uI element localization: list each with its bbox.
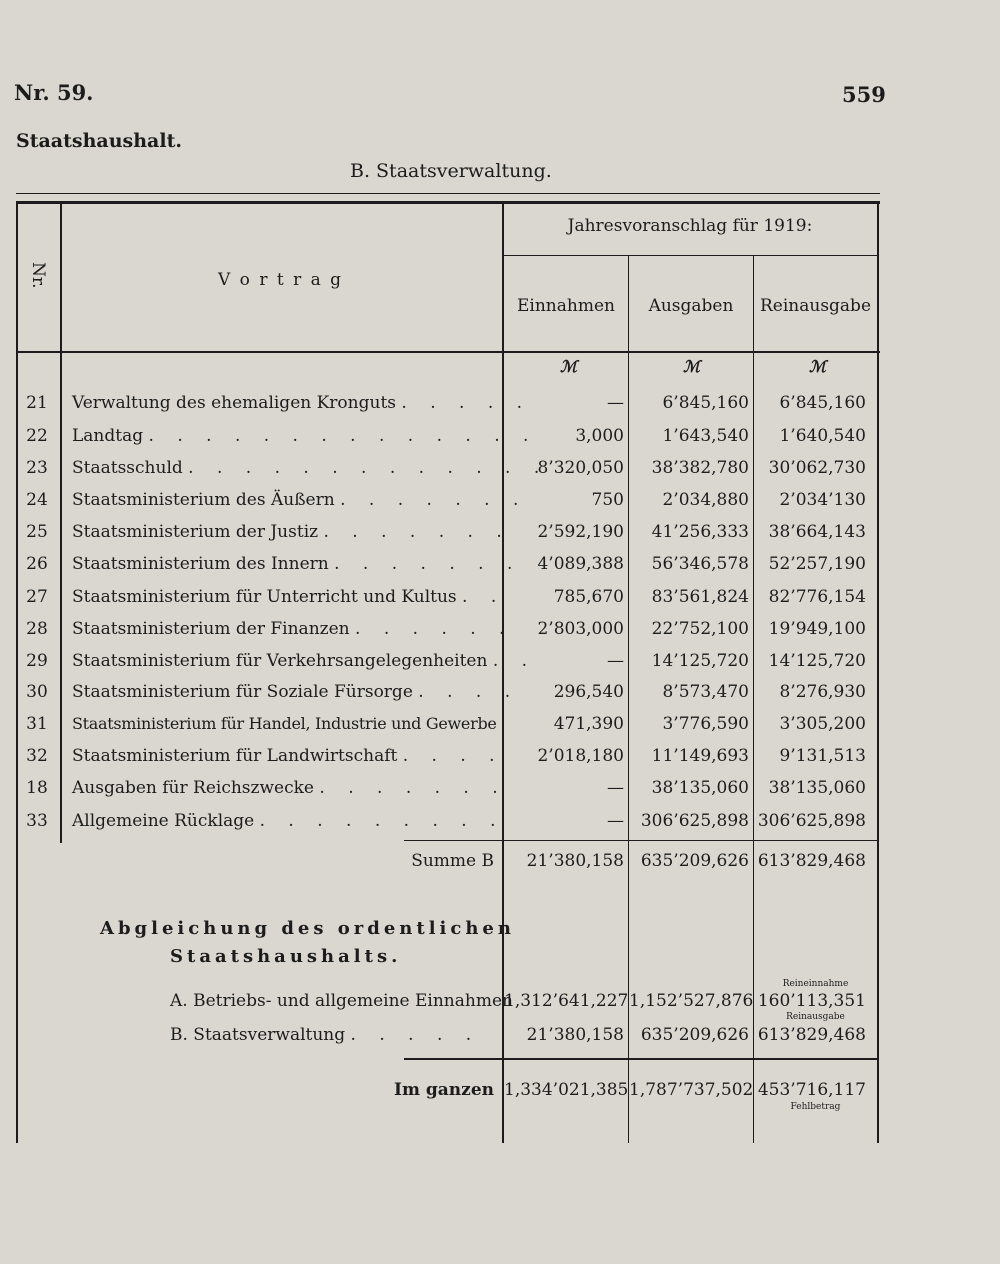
balance-total-row: [0, 1080, 1000, 1120]
top-rule-thin: [16, 193, 880, 194]
row-label: Verwaltung des ehemaligen Kronguts . . . . .: [72, 393, 532, 413]
balance-a-einnahmen: 1,312’641,227: [504, 991, 629, 1011]
row-einnahmen: 4’089,388: [537, 554, 624, 574]
row-einnahmen: 471,390: [553, 714, 624, 734]
header-bottom-rule: [16, 351, 880, 353]
top-rule-thick: [16, 201, 880, 204]
row-nr: 22: [26, 426, 48, 446]
row-nr: 30: [26, 682, 48, 702]
total-ausgaben: 1,787’737,502: [629, 1080, 754, 1100]
row-einnahmen: —: [607, 651, 624, 671]
row-einnahmen: 3,000: [575, 426, 624, 446]
row-nr: 31: [26, 714, 48, 734]
section-title: B. Staatsverwaltung.: [350, 160, 552, 182]
column-header-ausgaben: Ausgaben: [648, 296, 734, 316]
row-nr: 29: [26, 651, 48, 671]
row-label: Staatsministerium für Unterricht und Kultus . .: [72, 587, 506, 607]
balance-title-line2: Staatshaushalts.: [170, 946, 402, 967]
group-header-jahresvoranschlag: Jahresvoranschlag für 1919:: [567, 216, 813, 236]
row-nr: 18: [26, 778, 48, 798]
balance-b-rein: 613’829,468: [757, 1025, 866, 1045]
row-label: Staatsministerium der Justiz . . . . . . .: [72, 522, 511, 542]
row-nr: 28: [26, 619, 48, 639]
table-row: [0, 811, 1000, 835]
column-header-reinausgabe: Reinausgabe: [759, 296, 871, 316]
table-row: [0, 714, 1000, 738]
table-row: [0, 522, 1000, 546]
table-row: [0, 426, 1000, 450]
total-label: Im ganzen: [394, 1080, 494, 1100]
balance-a-note: Reineinnahme: [782, 979, 849, 989]
balance-b-einnahmen: 21’380,158: [526, 1025, 624, 1045]
row-reinausgabe: 30’062,730: [768, 458, 866, 478]
row-ausgaben: 38’135,060: [651, 778, 749, 798]
row-reinausgabe: 8’276,930: [779, 682, 866, 702]
row-ausgaben: 56’346,578: [651, 554, 749, 574]
row-reinausgabe: 82’776,154: [768, 587, 866, 607]
table-row: [0, 490, 1000, 514]
running-title: Staatshaushalt.: [16, 130, 182, 152]
unit-marker-einnahmen: ℳ: [560, 357, 578, 376]
row-reinausgabe: 306’625,898: [757, 811, 866, 831]
row-nr: 21: [26, 393, 48, 413]
row-reinausgabe: 2’034’130: [779, 490, 866, 510]
row-label: Allgemeine Rücklage . . . . . . . . .: [72, 811, 505, 831]
row-reinausgabe: 38’664,143: [768, 522, 866, 542]
row-ausgaben: 2’034,880: [662, 490, 749, 510]
sum-reinausgabe: 613’829,468: [757, 851, 866, 871]
balance-a-ausgaben: 1,152’527,876: [629, 991, 754, 1011]
sum-rule: [404, 840, 878, 841]
table-row: [0, 651, 1000, 675]
jahresvoranschlag-rule: [503, 255, 877, 256]
table-row: [0, 458, 1000, 482]
row-label: Ausgaben für Reichszwecke . . . . . . .: [72, 778, 507, 798]
row-ausgaben: 11’149,693: [651, 746, 749, 766]
row-ausgaben: 83’561,824: [651, 587, 749, 607]
table-row: [0, 682, 1000, 706]
row-ausgaben: 1’643,540: [662, 426, 749, 446]
row-einnahmen: —: [607, 811, 624, 831]
row-nr: 32: [26, 746, 48, 766]
row-reinausgabe: 52’257,190: [768, 554, 866, 574]
row-label: Landtag . . . . . . . . . . . . . .: [72, 426, 538, 446]
row-reinausgabe: 6’845,160: [779, 393, 866, 413]
row-label: Staatsministerium für Soziale Fürsorge . . . .: [72, 682, 520, 702]
row-nr: 26: [26, 554, 48, 574]
row-reinausgabe: 14’125,720: [768, 651, 866, 671]
row-label: Staatsministerium für Handel, Industrie und Gewerbe: [72, 714, 497, 733]
balance-b-note: Reinausgabe: [786, 1012, 845, 1022]
table-row: [0, 619, 1000, 643]
sum-row: [0, 851, 1000, 875]
balance-title-line1: Abgleichung des ordentlichen: [100, 918, 515, 939]
balance-a-label: A. Betriebs- und allgemeine Einnahmen: [170, 991, 513, 1011]
row-nr: 24: [26, 490, 48, 510]
balance-a-rein: 160’113,351: [757, 991, 866, 1011]
table-row: [0, 587, 1000, 611]
total-rein: 453’716,117: [757, 1080, 866, 1100]
row-einnahmen: 2’592,190: [537, 522, 624, 542]
row-einnahmen: 2’803,000: [537, 619, 624, 639]
row-ausgaben: 6’845,160: [662, 393, 749, 413]
sum-ausgaben: 635’209,626: [640, 851, 749, 871]
row-ausgaben: 22’752,100: [651, 619, 749, 639]
column-header-nr: Nr.: [28, 262, 48, 289]
table-row: [0, 393, 1000, 417]
row-nr: 27: [26, 587, 48, 607]
sum-label: Summe B: [411, 851, 494, 871]
row-reinausgabe: 1’640,540: [779, 426, 866, 446]
table-row: [0, 778, 1000, 802]
balance-b-label: B. Staatsverwaltung . . . . .: [170, 1025, 481, 1045]
row-nr: 23: [26, 458, 48, 478]
row-label: Staatsministerium der Finanzen . . . . . .: [72, 619, 514, 639]
row-nr: 33: [26, 811, 48, 831]
row-label: Staatsministerium für Verkehrsangelegenheiten . .: [72, 651, 537, 671]
sum-einnahmen: 21’380,158: [526, 851, 624, 871]
total-note: Fehlbetrag: [790, 1102, 841, 1112]
row-label: Staatsministerium für Landwirtschaft . . . .: [72, 746, 504, 766]
row-reinausgabe: 19’949,100: [768, 619, 866, 639]
row-label: Staatsministerium des Innern . . . . . . .: [72, 554, 522, 574]
table-row: [0, 746, 1000, 770]
unit-marker-reinausgabe: ℳ: [809, 357, 827, 376]
table-row: [0, 554, 1000, 578]
row-einnahmen: 8’320,050: [537, 458, 624, 478]
row-einnahmen: 2’018,180: [537, 746, 624, 766]
row-reinausgabe: 38’135,060: [768, 778, 866, 798]
row-ausgaben: 38’382,780: [651, 458, 749, 478]
row-einnahmen: 296,540: [553, 682, 624, 702]
row-einnahmen: —: [607, 778, 624, 798]
column-header-vortrag: V o r t r a g: [218, 270, 344, 290]
row-einnahmen: 750: [591, 490, 624, 510]
row-nr: 25: [26, 522, 48, 542]
row-ausgaben: 3’776,590: [662, 714, 749, 734]
row-einnahmen: 785,670: [553, 587, 624, 607]
balance-row-b: [0, 1009, 1000, 1049]
issue-number: Nr. 59.: [14, 80, 94, 105]
row-ausgaben: 14’125,720: [651, 651, 749, 671]
row-label: Staatsschuld . . . . . . . . . . . . .: [72, 458, 549, 478]
balance-rule: [404, 1058, 878, 1060]
row-ausgaben: 41’256,333: [651, 522, 749, 542]
total-einnahmen: 1,334’021,385: [504, 1080, 629, 1100]
page-number: 559: [842, 82, 886, 107]
row-reinausgabe: 3’305,200: [779, 714, 866, 734]
balance-b-ausgaben: 635’209,626: [640, 1025, 749, 1045]
unit-marker-ausgaben: ℳ: [683, 357, 701, 376]
column-header-einnahmen: Einnahmen: [517, 296, 615, 316]
row-reinausgabe: 9’131,513: [779, 746, 866, 766]
row-label: Staatsministerium des Äußern . . . . . . .: [72, 490, 528, 510]
row-ausgaben: 306’625,898: [640, 811, 749, 831]
row-einnahmen: —: [607, 393, 624, 413]
row-ausgaben: 8’573,470: [662, 682, 749, 702]
